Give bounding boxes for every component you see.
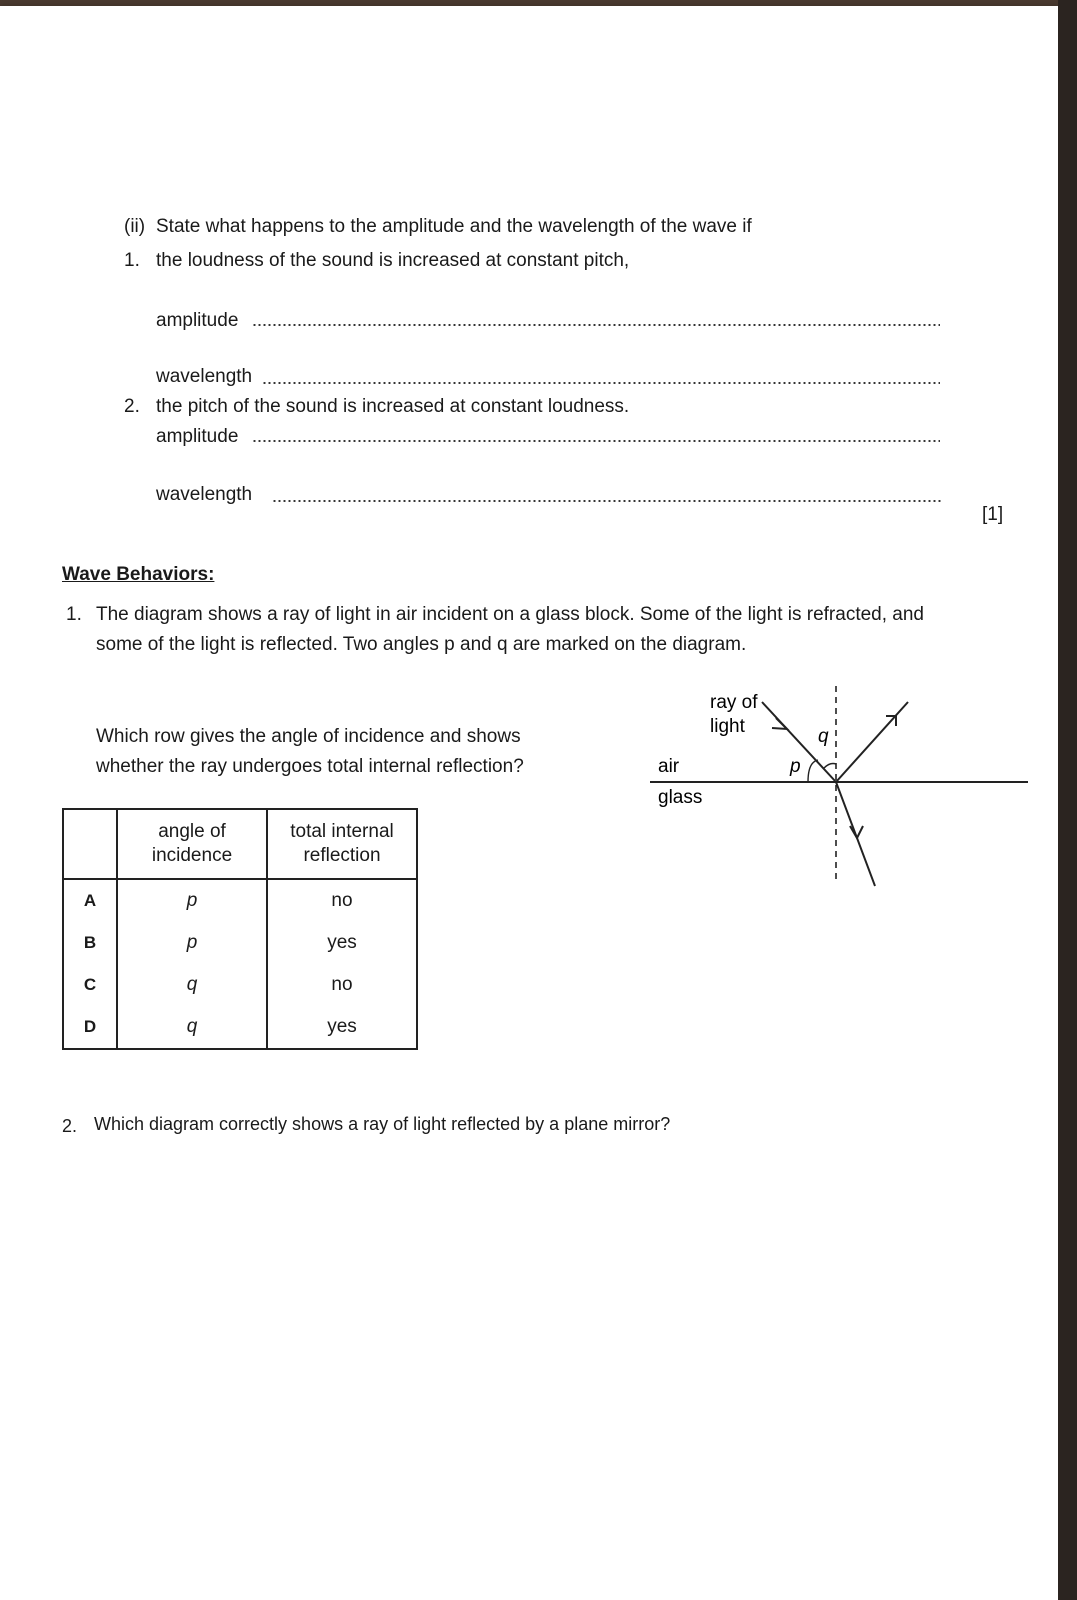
table-row[interactable] <box>63 922 417 964</box>
q2-number: 2. <box>62 1116 78 1136</box>
option-angle: q <box>117 964 267 1006</box>
q1-prompt-line1: Which row gives the angle of incidence and shows <box>96 726 521 747</box>
table-header-blank <box>63 809 117 879</box>
table-header-tir <box>267 809 417 879</box>
option-letter: C <box>63 964 117 1006</box>
angle-p-arc <box>808 760 818 782</box>
option-angle: p <box>117 879 267 922</box>
page-edge-shadow <box>1058 0 1077 1600</box>
table-header-angle-line1: angle of <box>158 821 226 843</box>
item1-text: the loudness of the sound is increased at constant pitch, <box>156 250 630 271</box>
air-label: air <box>658 756 680 777</box>
item2-text: the pitch of the sound is increased at constant loudness. <box>156 396 630 417</box>
table-row[interactable] <box>63 964 417 1006</box>
option-tir: no <box>267 964 417 1006</box>
table-header-tir-line2: reflection <box>303 845 381 866</box>
item2-wavelength-label: wavelength <box>156 484 253 505</box>
angle-q-arc <box>824 764 836 769</box>
q1-number: 1. <box>66 604 82 625</box>
item1-amplitude-label: amplitude <box>156 310 239 331</box>
option-angle: p <box>117 922 267 964</box>
section-heading: Wave Behaviors: <box>62 564 215 585</box>
item1-number: 1. <box>124 250 140 271</box>
marks: [1] <box>982 504 1004 525</box>
table-row[interactable] <box>63 879 417 922</box>
item2-number: 2. <box>124 396 140 417</box>
angle-p-label: p <box>790 756 801 777</box>
part-ii-text: State what happens to the amplitude and the wavelength of the wave if <box>156 216 752 237</box>
q1-text-line1: The diagram shows a ray of light in air incident on a glass block. Some of the light is refracted, and <box>96 604 924 625</box>
angle-q-label: q <box>818 726 829 747</box>
refracted-arrow <box>850 826 863 838</box>
ray-label-line2: light <box>710 716 745 737</box>
option-tir: yes <box>267 922 417 964</box>
table-header-tir-line1: total internal <box>290 821 394 843</box>
option-letter: B <box>63 922 117 964</box>
item1-amplitude-answer-line[interactable] <box>252 324 940 326</box>
option-angle: q <box>117 1006 267 1049</box>
item1-wavelength-answer-line[interactable] <box>262 382 940 384</box>
item2-amplitude-answer-line[interactable] <box>252 440 940 442</box>
table-row[interactable] <box>63 1006 417 1049</box>
options-table <box>62 808 418 1050</box>
item2-wavelength-answer-line[interactable] <box>272 500 942 502</box>
item1-wavelength-label: wavelength <box>156 366 253 387</box>
option-tir: no <box>267 879 417 922</box>
table-header-row <box>63 809 417 879</box>
q1-prompt-line2: whether the ray undergoes total internal reflection? <box>96 756 524 777</box>
q2-text: Which diagram correctly shows a ray of light reflected by a plane mirror? <box>94 1114 671 1134</box>
option-tir: yes <box>267 1006 417 1049</box>
table-header-angle <box>117 809 267 879</box>
glass-label: glass <box>658 787 703 808</box>
reflected-ray <box>836 702 908 782</box>
option-letter: A <box>63 879 117 922</box>
part-ii-label: (ii) <box>124 216 146 237</box>
item2-amplitude-label: amplitude <box>156 426 239 447</box>
worksheet-page <box>0 6 1058 1600</box>
refraction-diagram <box>650 686 1050 896</box>
option-letter: D <box>63 1006 117 1049</box>
table-header-angle-line2: incidence <box>151 845 233 866</box>
q1-text-line2: some of the light is reflected. Two angles p and q are marked on the diagram. <box>96 634 747 655</box>
ray-label-line1: ray of <box>710 692 758 713</box>
